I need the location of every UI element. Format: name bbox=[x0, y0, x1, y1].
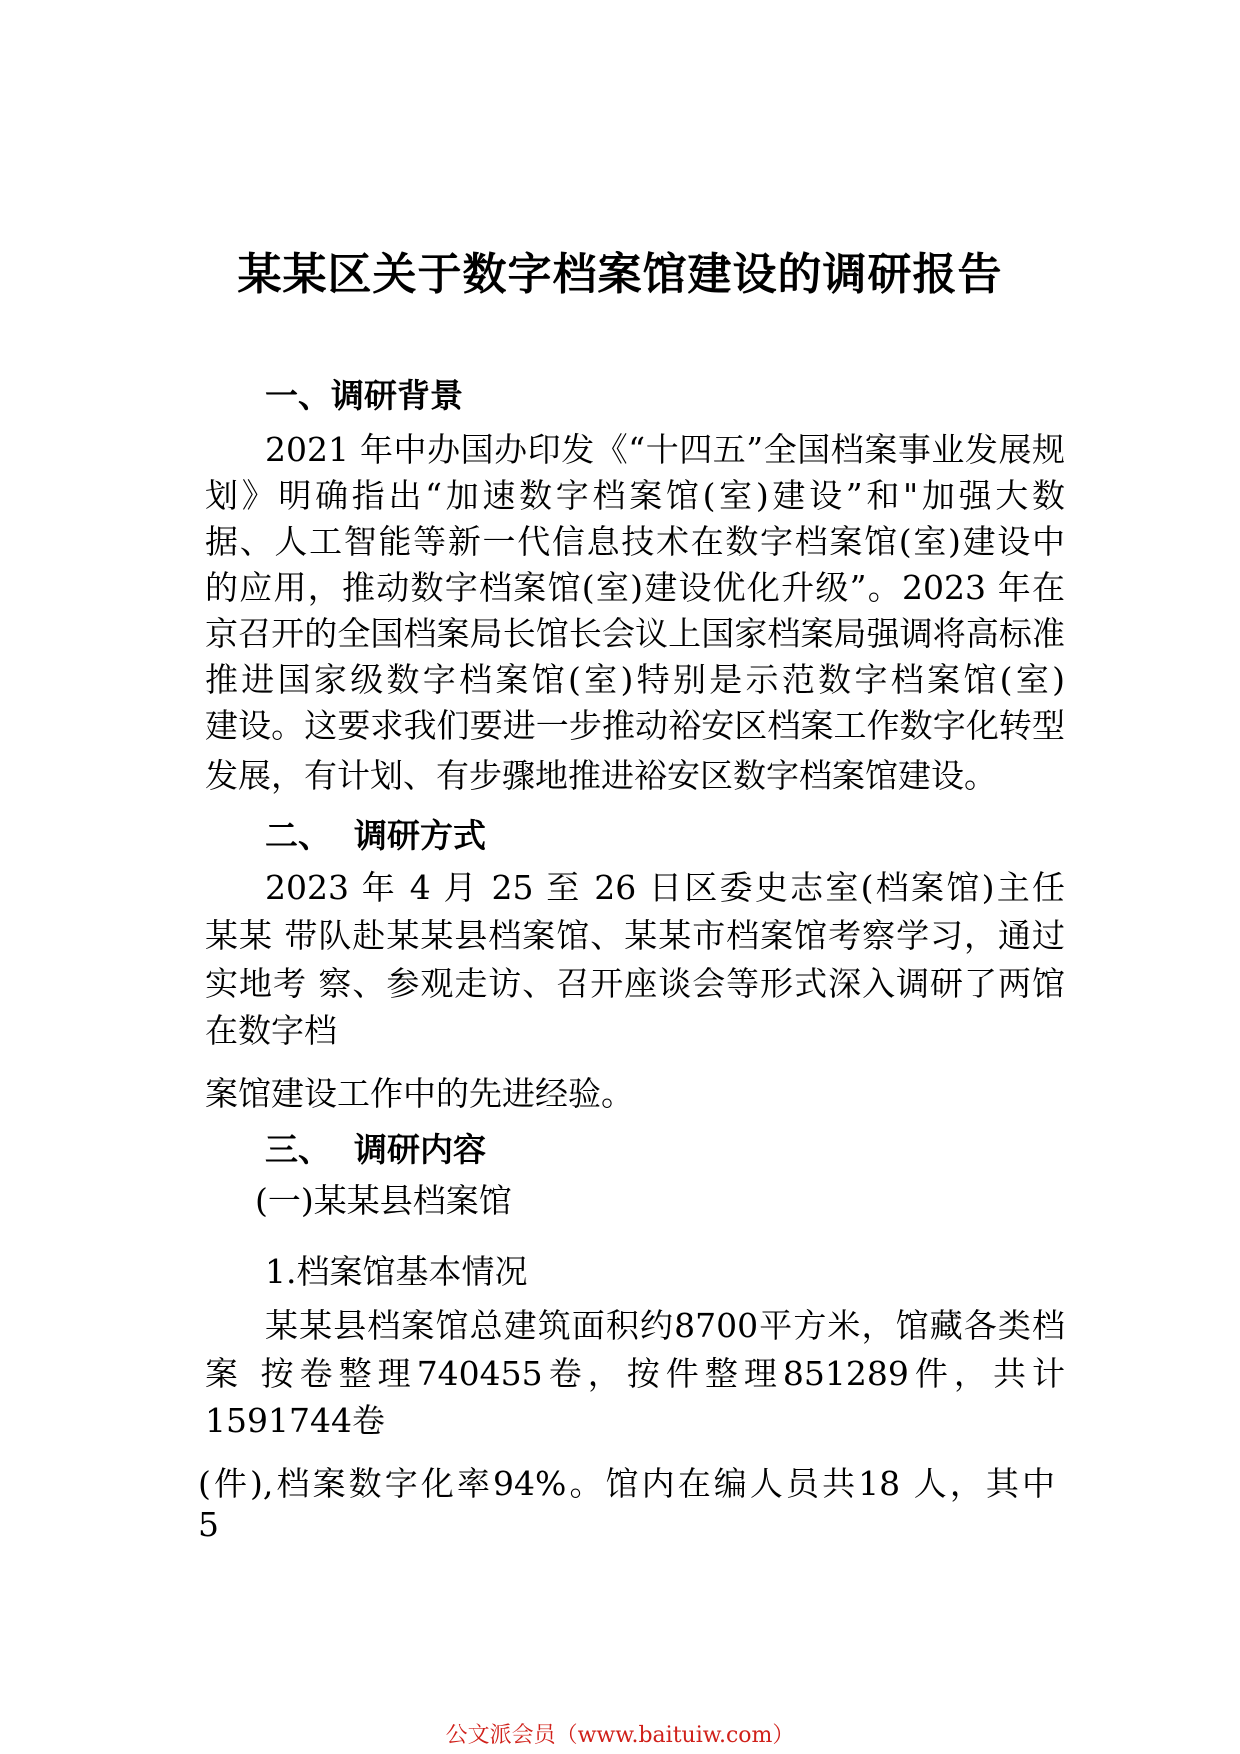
paragraph-line: 的应用，推动数字档案馆(室)建设优化升级”。2023 年在 bbox=[205, 568, 1065, 607]
paragraph-line: 5 bbox=[198, 1505, 219, 1544]
paragraph-line: 发展，有计划、有步骤地推进裕安区数字档案馆建设。 bbox=[205, 756, 997, 795]
item-heading: 1.档案馆基本情况 bbox=[265, 1252, 528, 1291]
paragraph-line: 2023 年 4 月 25 至 26 日区委史志室(档案馆)主任 bbox=[265, 868, 1065, 907]
section-heading-background: 一、调研背景 bbox=[265, 376, 463, 415]
paragraph-line: 2021 年中办国办印发《“十四五”全国档案事业发展规 bbox=[265, 430, 1065, 469]
paragraph-line: 划》明确指出“加速数字档案馆(室)建设”和"加强大数 bbox=[205, 476, 1065, 515]
paragraph-line: (件),档案数字化率94%。馆内在编人员共18 人，其中 bbox=[198, 1464, 1055, 1503]
paragraph-line: 实地考 察、参观走访、召开座谈会等形式深入调研了两馆 bbox=[205, 964, 1065, 1003]
section-heading-content: 三、 调研内容 bbox=[265, 1130, 486, 1169]
paragraph-line: 某某 带队赴某某县档案馆、某某市档案馆考察学习，通过 bbox=[205, 916, 1065, 955]
paragraph-line: 建设。这要求我们要进一步推动裕安区档案工作数字化转型 bbox=[205, 706, 1065, 745]
paragraph-line: 案馆建设工作中的先进经验。 bbox=[205, 1074, 634, 1113]
paragraph-line: 推进国家级数字档案馆(室)特别是示范数字档案馆(室) bbox=[205, 660, 1065, 699]
document-title: 某某区关于数字档案馆建设的调研报告 bbox=[237, 249, 1003, 300]
section-heading-method: 二、 调研方式 bbox=[265, 816, 486, 855]
paragraph-line: 在数字档 bbox=[205, 1011, 337, 1050]
paragraph-line: 据、人工智能等新一代信息技术在数字档案馆(室)建设中 bbox=[205, 522, 1065, 561]
paragraph-line: 案 按卷整理740455卷，按件整理851289件，共计 bbox=[205, 1354, 1065, 1393]
paragraph-line: 京召开的全国档案局长馆长会议上国家档案局强调将高标准 bbox=[205, 614, 1065, 653]
subsection-heading: (一)某某县档案馆 bbox=[255, 1181, 512, 1220]
footer-watermark-text: 公文派会员（www.baituiw.com） bbox=[445, 1723, 795, 1748]
paragraph-line: 某某县档案馆总建筑面积约8700平方米，馆藏各类档 bbox=[265, 1306, 1065, 1345]
paragraph-line: 1591744卷 bbox=[205, 1401, 385, 1440]
